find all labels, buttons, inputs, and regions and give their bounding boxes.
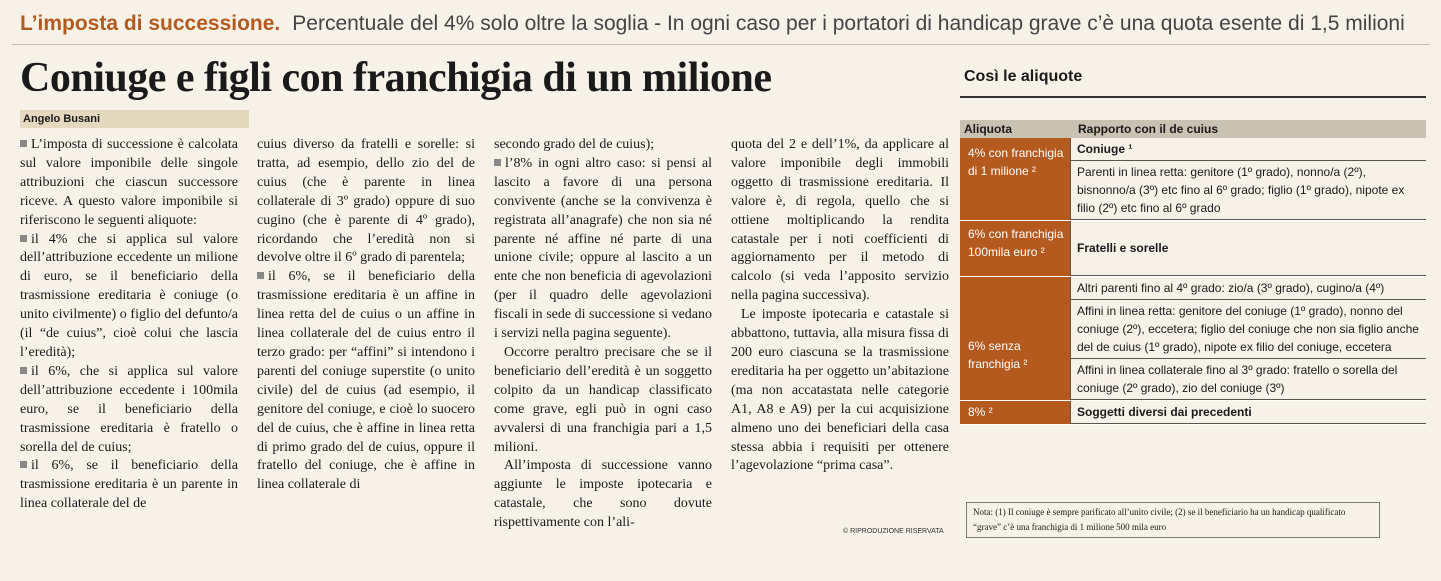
relation-cell: Altri parenti fino al 4º grado: zio/a (3º grado), cugino/a (4º) bbox=[1070, 277, 1426, 300]
relation-cell: Parenti in linea retta: genitore (1º grado), nonno/a (2º), bisnonno/a (3º) etc fino al 6º grado; figlio (1º grado), nipote ex filio (2º) etc fino al 6º grado bbox=[1070, 161, 1426, 220]
bullet-square-icon bbox=[20, 461, 27, 468]
bullet-square-icon bbox=[20, 140, 27, 147]
rate-cell: 4% con franchigia di 1 milione ² bbox=[960, 138, 1070, 220]
relation-group bbox=[1070, 277, 1426, 400]
bullet-square-icon bbox=[494, 159, 501, 166]
article-paragraph: cuius diverso da fratelli e sorelle: si tratta, ad esempio, dello zio del de cuius (che è parente in linea collaterale di 3º grado) oppure di suo cugino (che è parente di 4º grado), ricordando che l’eredità non si devolve oltre il 6º grado di parentela; bbox=[257, 137, 475, 266]
bullet-square-icon bbox=[20, 235, 27, 242]
article-paragraph: secondo grado del de cuius); bbox=[494, 137, 655, 152]
article-paragraph: Occorre peraltro precisare che se il beneficiario dell’eredità è un soggetto colpito da un handicap classificato come grave, egli può in ogni caso avvalersi di una franchigia pari a 1,5 milioni. bbox=[494, 344, 712, 455]
table-row bbox=[960, 277, 1426, 401]
kicker bbox=[20, 12, 1405, 36]
bullet-square-icon bbox=[20, 367, 27, 374]
article-column-2 bbox=[257, 136, 475, 495]
rate-cell: 6% con franchigia 100mila euro ² bbox=[960, 221, 1070, 276]
top-rule bbox=[12, 44, 1430, 45]
article-paragraph: All’imposta di successione vanno aggiunte le imposte ipotecaria e catastale, che sono dovute rispettivamente con l’ali- bbox=[494, 458, 712, 531]
rates-box-title: Così le aliquote bbox=[960, 58, 1426, 98]
relation-cell: Affini in linea collaterale fino al 3º grado: fratello o sorella del coniuge (2º grado), zio del coniuge (3º) bbox=[1070, 359, 1426, 400]
article-column-3 bbox=[494, 136, 712, 533]
article-bullet: il 4% che si applica sul valore dell’attribuzione eccedente un milione di euro, se il beneficiario della trasmissione ereditaria è coniuge (o unito civilmente) o figlio del defunto/a (il “de cuius”, cioè colui che lascia l’eredità); bbox=[20, 231, 238, 360]
header-rate: Aliquota bbox=[964, 122, 1012, 136]
article-bullet: il 6%, che si applica sul valore dell’attribuzione eccedente i 100mila euro, se il beneficiario della trasmissione ereditaria è fratello o sorella del de cuius; bbox=[20, 363, 238, 455]
article-bullet: il 6%, se il beneficiario della trasmissione ereditaria è un parente in linea collaterale del de bbox=[20, 458, 238, 512]
table-row bbox=[960, 221, 1426, 277]
kicker-title: L’imposta di successione. bbox=[20, 12, 281, 35]
rates-box bbox=[960, 58, 1426, 536]
relation-cell: Fratelli e sorelle bbox=[1070, 221, 1426, 276]
copyright: © RIPRODUZIONE RISERVATA bbox=[843, 528, 944, 535]
byline: Angelo Busani bbox=[20, 110, 249, 128]
table-header bbox=[960, 120, 1426, 138]
relation-cell: Affini in linea retta: genitore del coniuge (1º grado), nonno del coniuge (2º), eccetera; figlio del coniuge che non sia figlio anche del de cuius (1º grado), nipote ex filio del coniuge, eccetera bbox=[1070, 300, 1426, 359]
rates-table bbox=[960, 120, 1426, 425]
table-note: Nota: (1) Il coniuge è sempre parificato all’unito civile; (2) se il beneficiario ha un handicap qualificato “grave” c’è una franchigia di 1 milione 500 mila euro bbox=[966, 502, 1380, 538]
article-column-1 bbox=[20, 136, 238, 514]
table-row bbox=[960, 401, 1426, 425]
article-column-4 bbox=[731, 136, 949, 476]
header-relation: Rapporto con il de cuius bbox=[1078, 122, 1219, 136]
rate-cell: 6% senza franchigia ² bbox=[960, 277, 1070, 400]
article-paragraph: quota del 2 e dell’1%, da applicare al valore imponibile degli immobili oggetto di trasmissione ereditaria. Il valore è, di regola, quello che si ottiene moltiplicando la rendita catastale per i noti coefficienti di aggiornamento per il metodo di calcolo (si veda l’apposito servizio nella pagina successiva). bbox=[731, 137, 949, 304]
relation-group bbox=[1070, 221, 1426, 276]
relation-cell: Coniuge ¹ bbox=[1070, 138, 1426, 161]
article-bullet: il 6%, se il beneficiario della trasmissione ereditaria è un affine in linea retta del de cuius o un affine in linea collaterale del de cuius entro il terzo grado: per “affini” si intendono i parenti del coniuge superstite (o unito civile) del de cuius (ad esempio, il genitore del coniuge, e cioè lo suocero del de cuius, che è affine in linea retta di primo grado del de cuius, oppure il fratello del coniuge, che è affine in linea collaterale di bbox=[257, 269, 475, 493]
kicker-subtitle: Percentuale del 4% solo oltre la soglia - In ogni caso per i portatori di handicap grave c’è una quota esente di 1,5 milioni bbox=[292, 12, 1405, 35]
relation-group bbox=[1070, 401, 1426, 424]
rate-cell: 8% ² bbox=[960, 401, 1070, 424]
relation-cell: Soggetti diversi dai precedenti bbox=[1070, 401, 1426, 424]
headline: Coniuge e figli con franchigia di un milione bbox=[20, 55, 772, 101]
article-paragraph: L’imposta di successione è calcolata sul valore imponibile delle singole attribuzioni che ciascun successore riceve. A questo valore imponibile si riferiscono le seguenti aliquote: bbox=[20, 137, 238, 228]
article-paragraph: Le imposte ipotecaria e catastale si abbattono, tuttavia, alla misura fissa di 200 euro ciascuna se la trasmissione ereditaria ha per oggetto un’abitazione (ma non accatastata nelle categorie A1, A8 e A9) per la cui acquisizione almeno uno dei beneficiari della casa stessa abbia i requisiti per ottenere l’agevolazione “prima casa”. bbox=[731, 307, 949, 474]
table-row bbox=[960, 138, 1426, 221]
relation-group bbox=[1070, 138, 1426, 220]
article-bullet: l’8% in ogni altro caso: si pensi al lascito a favore di una persona convivente (anche se la convivenza è registrata all’anagrafe) che non sia né parente né affine né parte di una unione civile; oppure al lascito a un ente che non beneficia di agevolazioni (per il quadro delle agevolazioni fiscali in sede di successione si vedano i servizi nella pagina seguente). bbox=[494, 155, 712, 342]
bullet-square-icon bbox=[257, 272, 264, 279]
